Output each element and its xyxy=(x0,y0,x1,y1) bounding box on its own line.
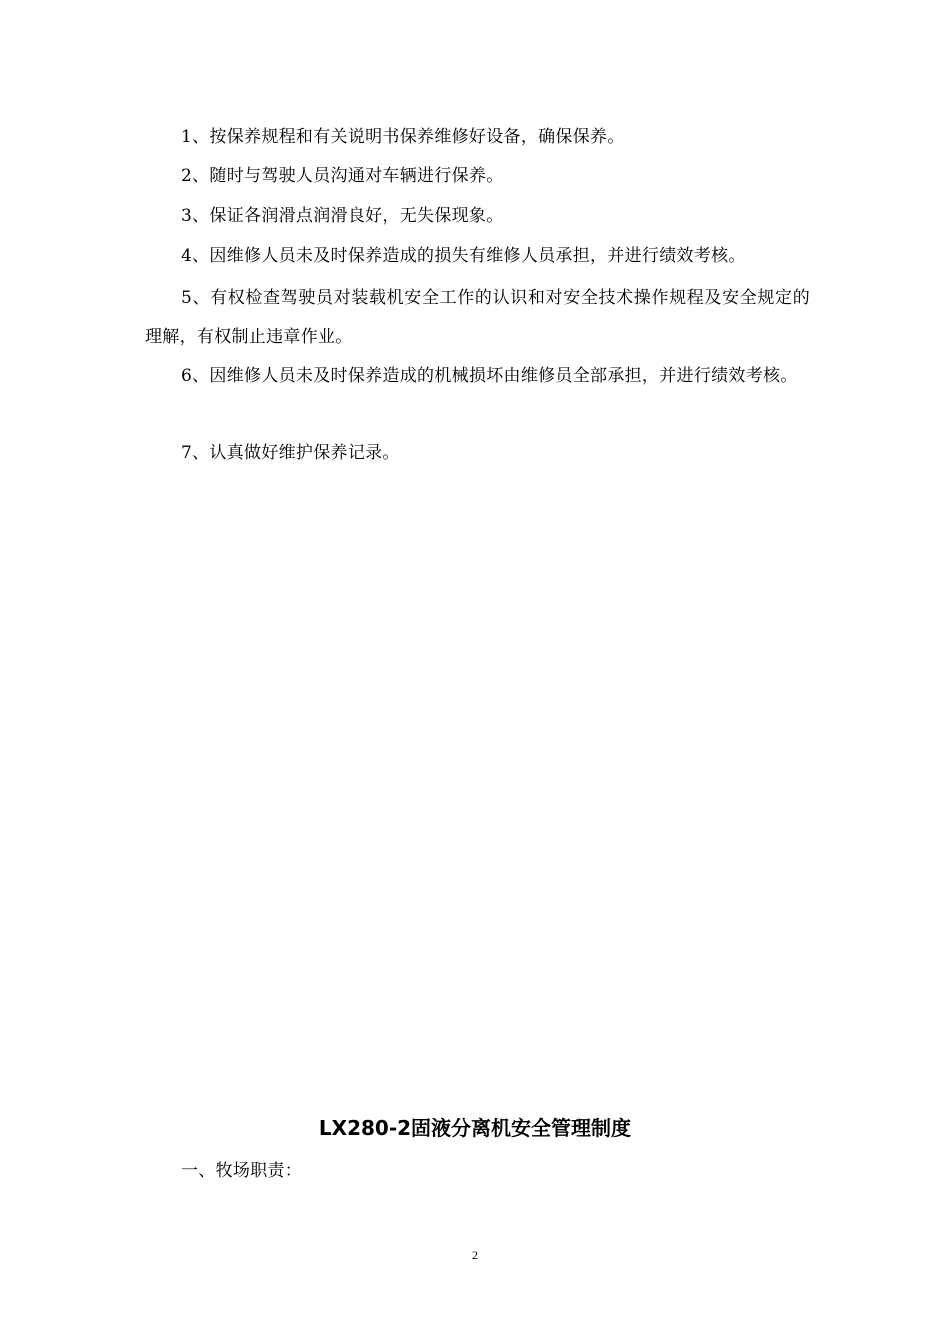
paragraph-2: 2、随时与驾驶人员沟通对车辆进行保养。 xyxy=(181,166,504,186)
section-title: LX280-2固液分离机安全管理制度 xyxy=(318,1116,632,1140)
paragraph-4: 4、因维修人员未及时保养造成的损失有维修人员承担，并进行绩效考核。 xyxy=(181,246,746,266)
page-number: 2 xyxy=(472,1248,478,1262)
section-heading: 一、牧场职责： xyxy=(181,1161,303,1181)
paragraph-3: 3、保证各润滑点润滑良好，无失保现象。 xyxy=(181,206,504,226)
paragraph-7: 7、认真做好维护保养记录。 xyxy=(181,443,400,463)
paragraph-1: 1、按保养规程和有关说明书保养维修好设备，确保保养。 xyxy=(181,127,625,147)
paragraph-5: 5、有权检查驾驶员对装载机安全工作的认识和对安全技术操作规程及安全规定的理解，有权制止违章作业。 xyxy=(145,288,810,347)
paragraph-6: 6、因维修人员未及时保养造成的机械损坏由维修员全部承担，并进行绩效考核。 xyxy=(181,366,798,386)
